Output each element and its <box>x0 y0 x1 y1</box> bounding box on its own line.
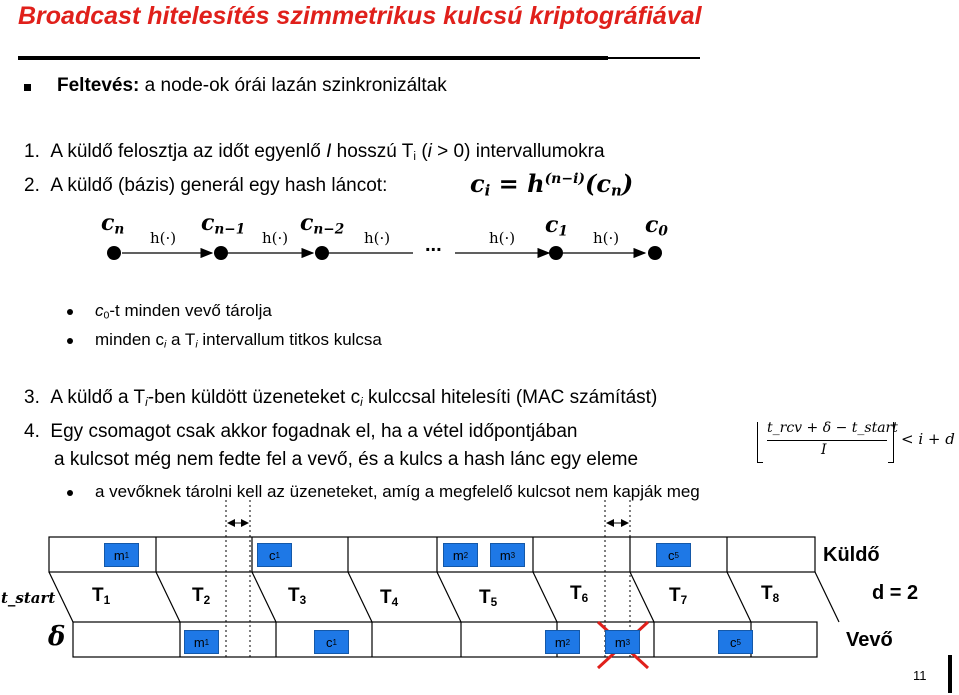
page-number: 11 <box>913 668 927 683</box>
condition-rhs: < i + d <box>901 430 955 448</box>
assumption-label: Feltevés: <box>57 75 140 96</box>
chain-node-label: $c_{n-2}$ <box>300 210 345 238</box>
assumption-text: a node-ok órái lazán szinkronizáltak <box>139 75 447 96</box>
sender-packet: m 2 <box>443 543 478 567</box>
interval-label: $T_4$ <box>380 587 399 609</box>
step-1-mid: hosszú T <box>331 141 414 162</box>
sender-packet: c 1 <box>257 543 292 567</box>
hash-label: h(·) <box>593 229 620 247</box>
interval-label: $T_2$ <box>192 585 211 607</box>
interval-label: $T_8$ <box>761 583 780 605</box>
bullet-item: minden $c_i$ a $T_i$ intervallum titkos kulcsa <box>95 330 382 351</box>
chain-node-label: $c_n$ <box>101 210 125 238</box>
chain-node-label: $c_0$ <box>645 212 668 240</box>
interval-label: $T_6$ <box>570 583 589 605</box>
step-1-sub: i <box>413 149 417 163</box>
step-1-text: A küldő felosztja az időt egyenlő <box>50 141 327 162</box>
hash-label: h(·) <box>364 229 391 247</box>
step-4-line-1: 4. Egy csomagot csak akkor fogadnak el, ha a vétel időpontjában <box>24 421 578 442</box>
interval-label: $T_7$ <box>669 585 688 607</box>
interval-label: $T_1$ <box>92 585 111 607</box>
hash-chain-formula: $c_i = h^{(n-i)}(c_n)$ <box>470 169 634 200</box>
step-1-number: 1. <box>24 141 40 162</box>
sender-packet: m 3 <box>490 543 525 567</box>
condition-numerator: t_rcv + δ − t_start <box>767 420 898 436</box>
step-2-number: 2. <box>24 175 40 196</box>
step-2-text: A küldő (bázis) generál egy hash láncot: <box>50 175 388 196</box>
chain-ellipsis: ... <box>425 234 442 256</box>
interval-length-symbol: I <box>326 141 332 162</box>
interval-label: $T_5$ <box>479 587 498 609</box>
delta-symbol: δ <box>48 622 66 652</box>
step-1-paren: ( <box>416 141 428 162</box>
step-4-line-2: a kulcsot még nem fedte fel a vevő, és a kulcs a hash lánc egy eleme <box>54 449 639 470</box>
sender-packet: c 5 <box>656 543 691 567</box>
hash-label: h(·) <box>150 229 177 247</box>
receiver-packet: c 5 <box>718 630 753 654</box>
bullet-item: a vevőknek tárolni kell az üzeneteket, amíg a megfelelő kulcsot nem kapják meg <box>95 482 700 501</box>
d-label: d = 2 <box>872 582 919 604</box>
receiver-packet: m 2 <box>545 630 580 654</box>
page-title: Broadcast hitelesítés szimmetrikus kulcsú kriptográfiával <box>18 2 702 30</box>
step-1-index: i <box>427 141 432 162</box>
sender-packet: m 1 <box>104 543 139 567</box>
receiver-packet: c 1 <box>314 630 349 654</box>
receiver-label: Vevő <box>846 629 893 651</box>
t-start-label: t_start <box>1 589 56 607</box>
page-bar <box>948 655 952 693</box>
step-1-post: > 0) intervallumokra <box>431 141 605 162</box>
interval-label: $T_3$ <box>288 585 307 607</box>
receiver-packet-rejected: m 3 <box>605 630 640 654</box>
receiver-packet: m 1 <box>184 630 219 654</box>
hash-label: h(·) <box>262 229 289 247</box>
chain-node-label: $c_{n-1}$ <box>201 210 246 238</box>
bullet-item: $c_0-t$ minden vevő tárolja <box>95 301 272 322</box>
sender-timeline <box>49 537 815 572</box>
step-3: 3. A küldő a $T_i$-ben küldött üzeneteket $c_i$ kulccsal hitelesíti (MAC számítást) <box>24 387 658 409</box>
condition-denominator: I <box>821 442 827 458</box>
chain-node-label: $c_1$ <box>545 212 568 240</box>
hash-label: h(·) <box>489 229 516 247</box>
sender-label: Küldő <box>823 544 880 566</box>
